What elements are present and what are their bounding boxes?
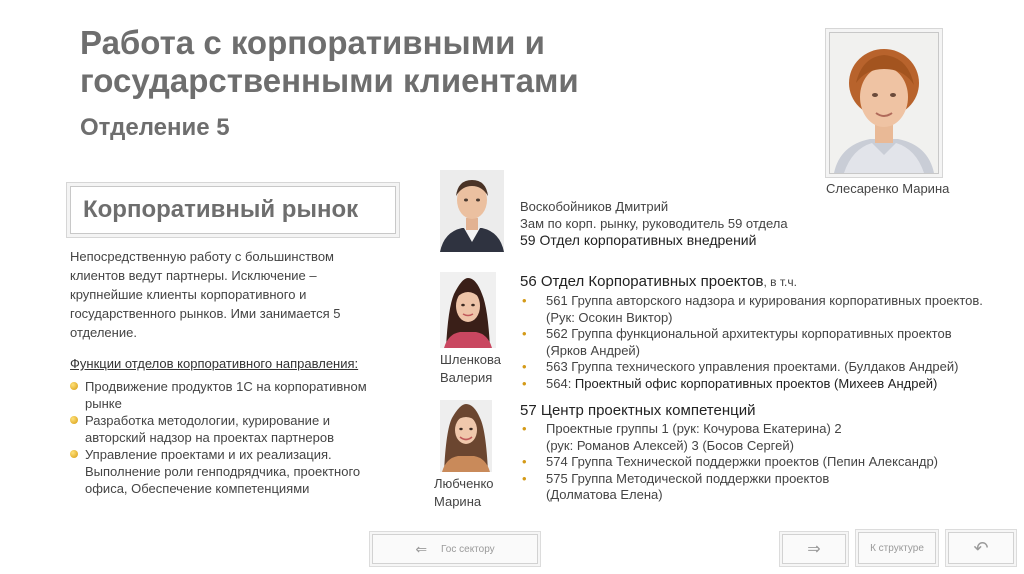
list-item: Управление проектами и их реализация. Выполнение роли генподрядчика, проектного офиса, Обеспечение компетенциями [70, 446, 390, 497]
functions-list [70, 378, 390, 497]
nav-structure-label: К структуре [870, 542, 924, 554]
dept-57-block [520, 402, 990, 504]
list-item: • 561 Группа авторского надзора и курирования корпоративных проектов. (Рук: Осокин Виктор) [520, 293, 990, 326]
arrow-right-icon: ⇒ [807, 541, 821, 558]
person-role: Зам по корп. рынку, руководитель 59 отдела [520, 216, 788, 231]
person-photo-icon [440, 272, 496, 348]
bullet-icon [70, 416, 78, 424]
nav-forward-button[interactable] [782, 534, 846, 564]
list-item: • 563 Группа технического управления проектами. (Булдаков Андрей) [520, 359, 990, 376]
portrait-lyubchenko [440, 400, 492, 472]
person-name: Воскобойников Дмитрий [520, 199, 669, 214]
dept-56-block [520, 273, 990, 392]
person-photo-icon [440, 170, 504, 252]
list-item: • 562 Группа функциональной архитектуры корпоративных проектов (Ярков Андрей) [520, 326, 990, 359]
nav-back-gov-sector-button[interactable] [372, 534, 538, 564]
list-item: • Проектные группы 1 (рук: Кочурова Екатерина) 2 (рук: Романов Алексей) 3 (Босов Сергей) [520, 421, 846, 454]
caption-lyubchenko: Любченко Марина [434, 476, 494, 509]
section-title-box [70, 186, 396, 234]
nav-return-button[interactable] [948, 532, 1014, 564]
page-title: Работа с корпоративными и государственными клиентами [80, 24, 579, 99]
arrow-left-icon: ⇐ [415, 540, 428, 557]
caption-shlenkova: Шленкова Валерия [440, 352, 501, 385]
list-item: Продвижение продуктов 1С на корпоративном рынке [70, 378, 390, 412]
dept-57-title: 57 Центр проектных компетенций [520, 402, 756, 419]
dept-56-suffix: , в т.ч. [763, 275, 797, 289]
dept-56-list [520, 293, 990, 392]
section-title: Корпоративный рынок [83, 196, 359, 223]
list-item: • 574 Группа Технической поддержки проектов (Пепин Александр) [520, 454, 990, 471]
section-intro: Непосредственную работу с большинством клиентов ведут партнеры. Исключение – крупнейшие клиенты корпоративного и государственного рынков. Ими занимается 5 отделение. [70, 249, 341, 340]
portrait-shlenkova [440, 272, 496, 348]
caption-slesarenko: Слесаренко Марина [826, 181, 950, 196]
functions-heading: Функции отделов корпоративного направления: [70, 356, 359, 371]
list-item: Разработка методологии, курирование и авторский надзор на проектах партнеров [70, 412, 390, 446]
dept-59-title: 59 Отдел корпоративных внедрений [520, 232, 757, 248]
list-item: • 575 Группа Методической поддержки проектов (Долматова Елена) [520, 471, 876, 504]
person-photo-icon [440, 400, 492, 472]
person-photo-icon [830, 33, 938, 173]
portrait-slesarenko [829, 32, 939, 174]
nav-back-label: Гос сектору [441, 543, 495, 555]
nav-structure-button[interactable] [858, 532, 936, 564]
dept-56-title: 56 Отдел Корпоративных проектов [520, 273, 764, 290]
dept-56-heading [520, 273, 990, 290]
page-subtitle: Отделение 5 [80, 114, 230, 141]
bullet-icon [70, 382, 78, 390]
list-item: • 564: Проектный офис корпоративных проектов (Михеев Андрей) [520, 376, 990, 393]
person-block-voskoboynikov [520, 198, 820, 249]
bullet-icon [70, 450, 78, 458]
dept-57-list [520, 421, 990, 504]
return-arrow-icon: ↶ [973, 537, 989, 558]
portrait-voskoboynikov [440, 170, 504, 252]
